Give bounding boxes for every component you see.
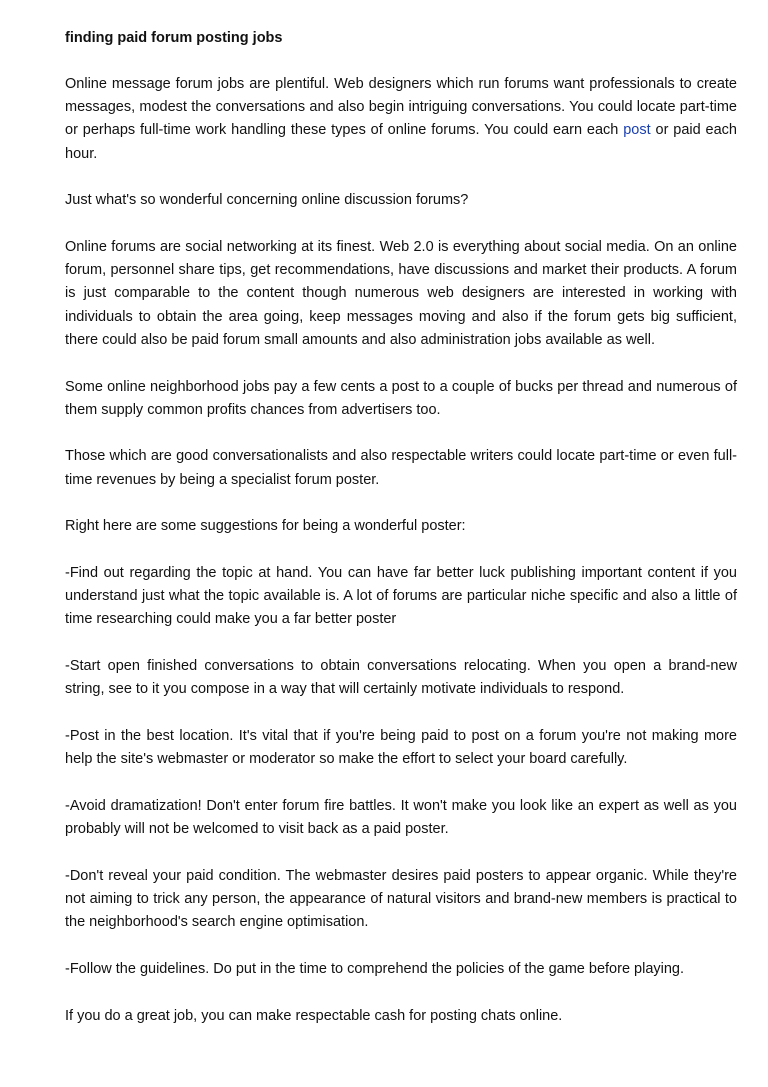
- paragraph-question: Just what's so wonderful concerning online discussion forums?: [65, 192, 469, 209]
- tip-follow-guidelines: -Follow the guidelines. Do put in the time to comprehend the policies of the game before playing.: [65, 960, 685, 977]
- paragraph-intro-text-before: Online message forum jobs are plentiful. Web designers which run forums want professionals to create messages, modest the conversations and also begin intriguing conversations. You could locate part-time or perhaps full-time work handling these types of online forums. You could earn each: [65, 76, 737, 139]
- paragraph-conclusion: If you do a great job, you can make respectable cash for posting chats online.: [65, 1007, 563, 1024]
- post-link[interactable]: post: [623, 122, 651, 139]
- paragraph-intro: [65, 73, 737, 166]
- document-page: [65, 27, 737, 1051]
- paragraph-social-networking: Online forums are social networking at its finest. Web 2.0 is everything about social media. On an online forum, personnel share tips, get recommendations, have discussions and market their products. A forum is just comparable to the content though numerous web designers are interested in working with individuals to obtain the area going, keep messages moving and also if the forum gets big sufficient, there could also be paid forum small amounts and also administration jobs available as well.: [65, 239, 737, 348]
- document-title: finding paid forum posting jobs: [65, 30, 283, 46]
- tip-find-out-topic: -Find out regarding the topic at hand. You can have far better luck publishing important content if you understand just what the topic available is. A lot of forums are particular niche specific and also a little of time researching could make you a far better poster: [65, 565, 737, 628]
- paragraph-conversationalists: Those which are good conversationalists and also respectable writers could locate part-time or even full-time revenues by being a specialist forum poster.: [65, 448, 737, 488]
- tip-paid-condition: -Don't reveal your paid condition. The webmaster desires paid posters to appear organic. While they're not aiming to trick any person, the appearance of natural visitors and brand-new members is practical to the neighborhood's search engine optimisation.: [65, 867, 737, 931]
- tip-avoid-drama: -Avoid dramatization! Don't enter forum fire battles. It won't make you look like an expert as well as you probably will not be welcomed to visit back as a paid poster.: [65, 797, 737, 838]
- paragraph-suggestions-intro: Right here are some suggestions for being a wonderful poster:: [65, 518, 466, 535]
- paragraph-intro-text-after: or paid each hour.: [65, 122, 737, 162]
- paragraph-pay-rates: Some online neighborhood jobs pay a few cents a post to a couple of bucks per thread and numerous of them supply common profits chances from advertisers too.: [65, 378, 737, 418]
- tip-open-conversations: -Start open finished conversations to obtain conversations relocating. When you open a brand-new string, see to it you compose in a way that will certainly motivate individuals to respond.: [65, 658, 737, 698]
- tip-best-location: -Post in the best location. It's vital that if you're being paid to post on a forum you're not making more help the site's webmaster or moderator so make the effort to select your board carefully.: [65, 728, 737, 768]
